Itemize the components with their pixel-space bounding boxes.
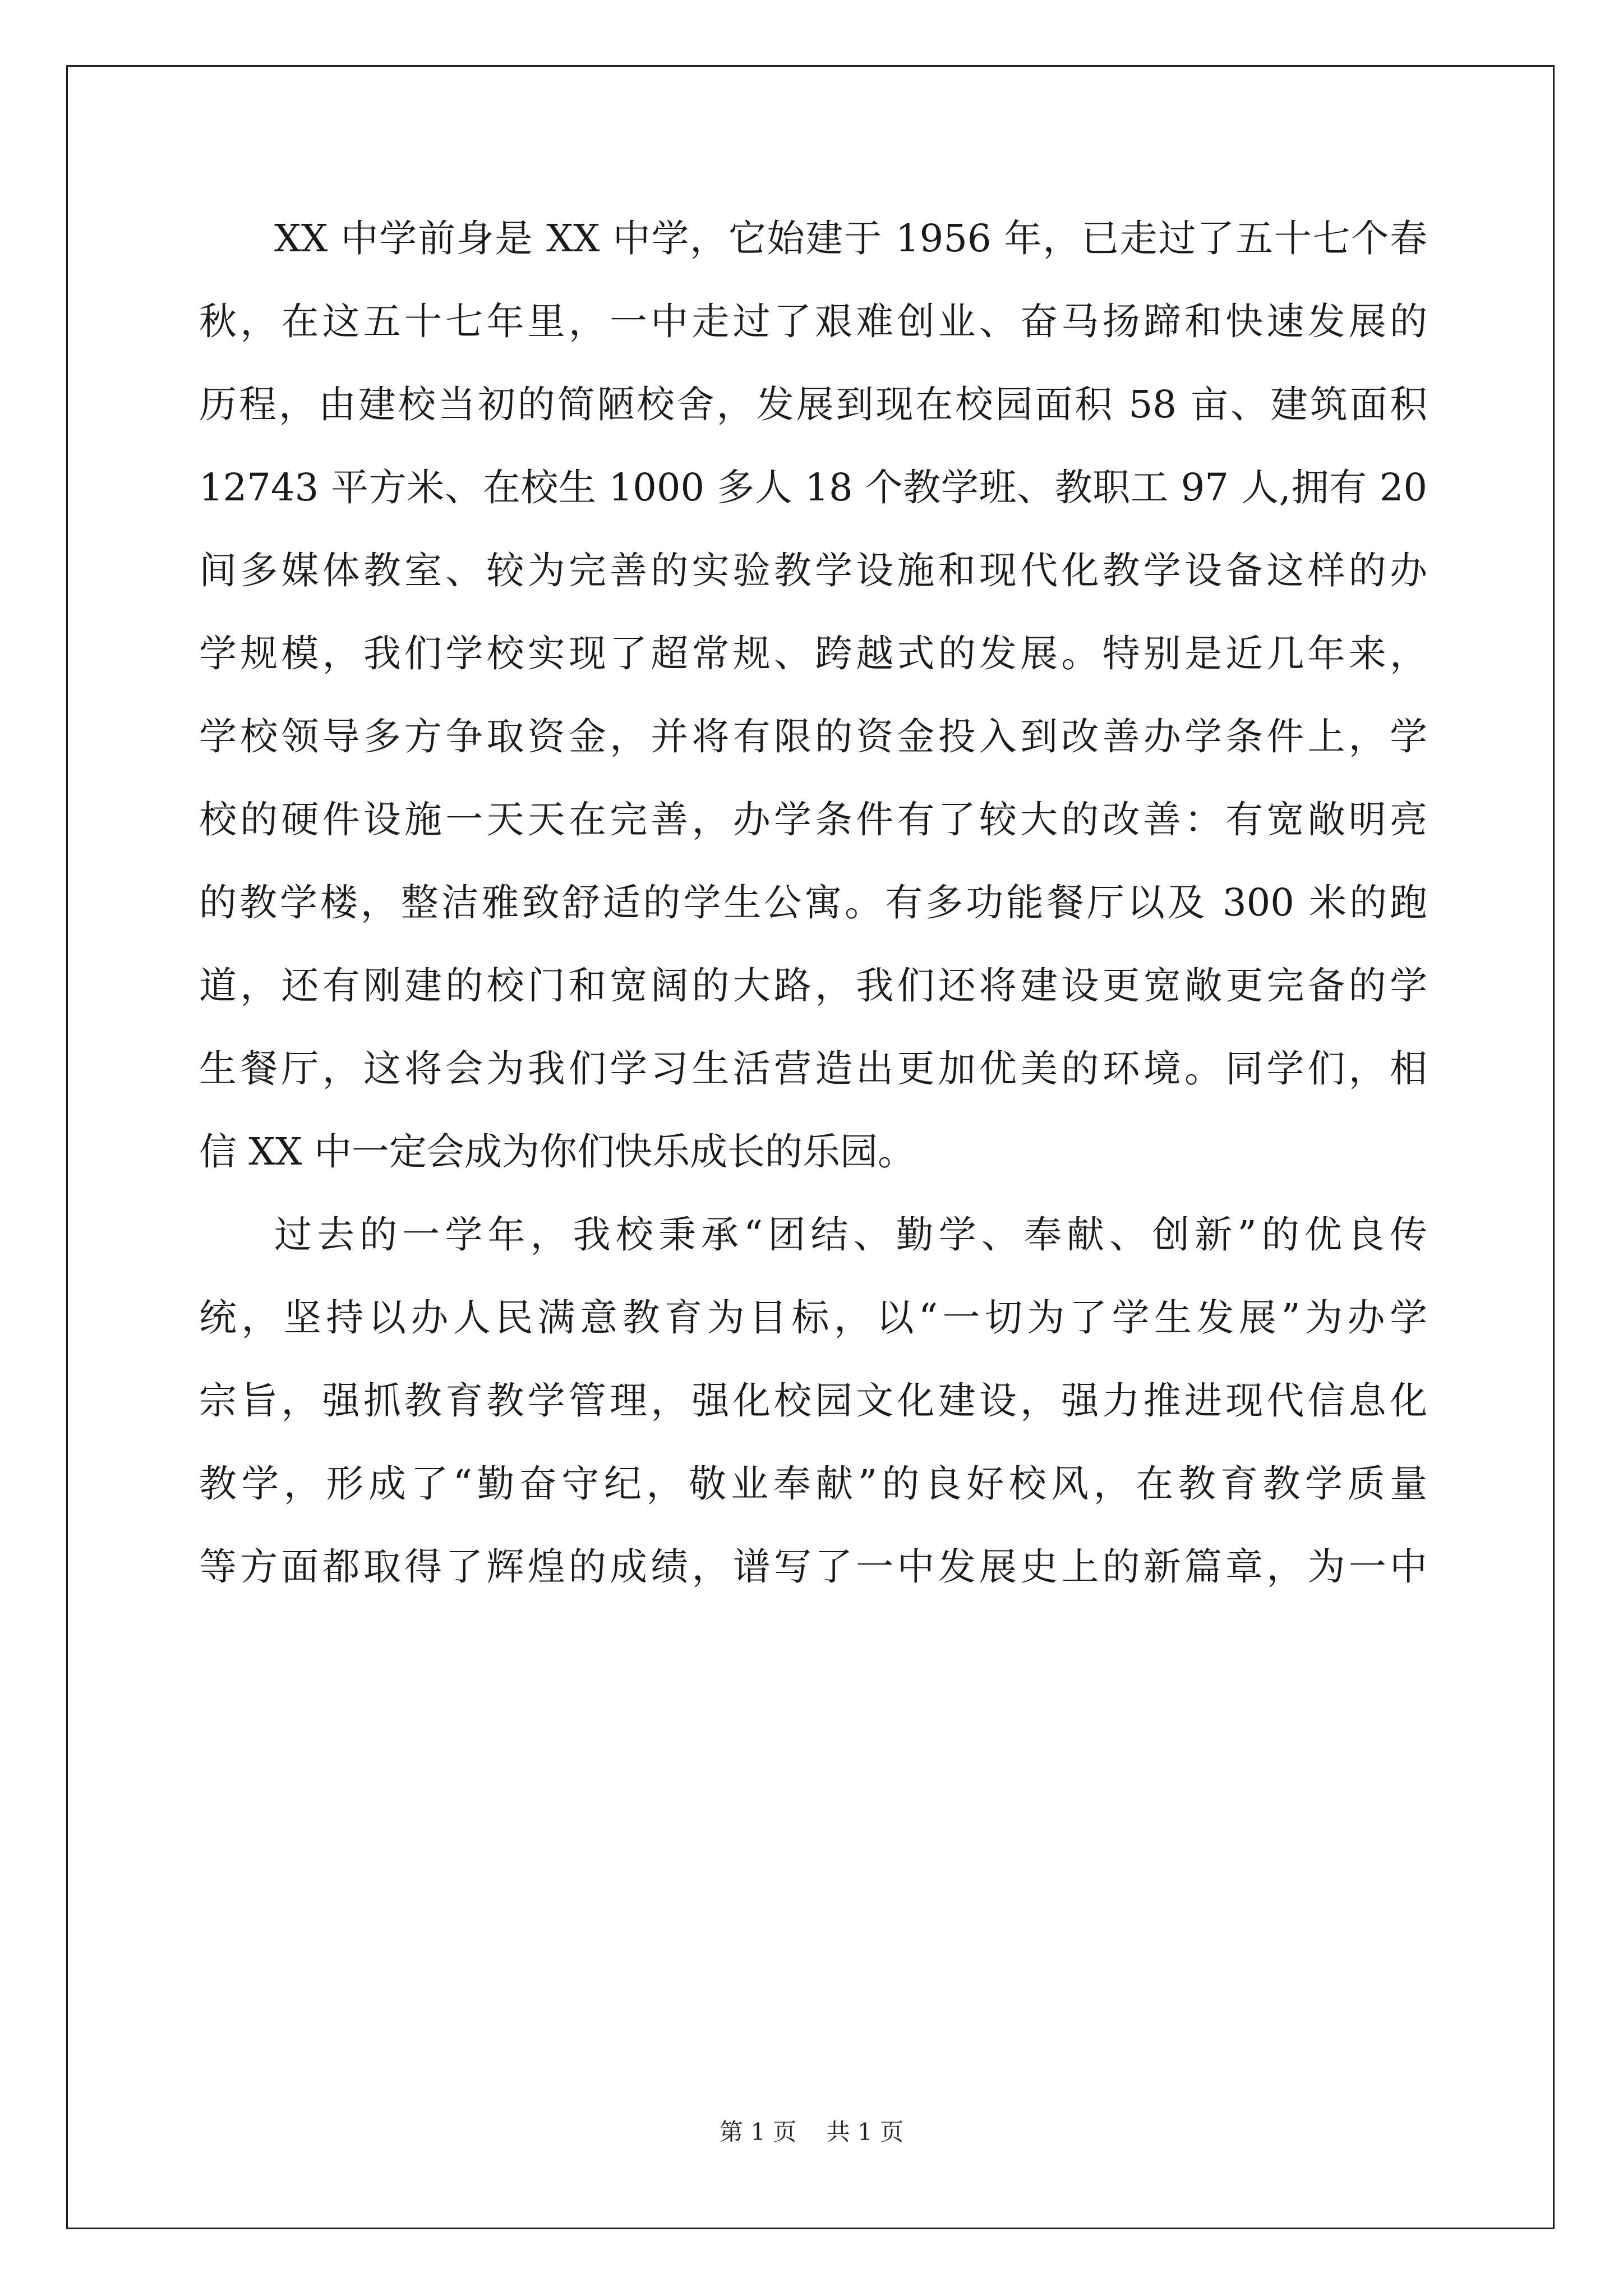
paragraph-1-line-2: 秋，在这五十七年里，一中走过了艰难创业、奋马扬蹄和快速发展的: [199, 300, 1427, 343]
paragraph-2-line-1: 过去的一学年，我校秉承“团结、勤学、奉献、创新”的优良传: [274, 1213, 1427, 1257]
paragraph-1-line-8: 校的硬件设施一天天在完善，办学条件有了较大的改善：有宽敞明亮: [199, 798, 1427, 841]
page-number-footer: 第 1 页 共 1 页: [719, 2118, 904, 2146]
paragraph-1-line-7: 学校领导多方争取资金，并将有限的资金投入到改善办学条件上，学: [199, 715, 1427, 758]
paragraph-1-line-3: 历程，由建校当初的简陋校舍，发展到现在校园面积 58 亩、建筑面积: [199, 383, 1427, 426]
paragraph-1-line-4: 12743 平方米、在校生 1000 多人 18 个教学班、教职工 97 人,拥有 20: [199, 466, 1427, 509]
paragraph-1-line-11: 生餐厅，这将会为我们学习生活营造出更加优美的环境。同学们，相: [199, 1047, 1427, 1091]
paragraph-1-line-5: 间多媒体教室、较为完善的实验教学设施和现代化教学设备这样的办: [199, 549, 1427, 592]
paragraph-1-line-10: 道，还有刚建的校门和宽阔的大路，我们还将建设更宽敞更完备的学: [199, 964, 1427, 1007]
paragraph-1-line-6: 学规模，我们学校实现了超常规、跨越式的发展。特别是近几年来，: [199, 632, 1427, 675]
paragraph-1-line-1: XX 中学前身是 XX 中学，它始建于 1956 年，已走过了五十七个春: [274, 217, 1427, 260]
paragraph-2-line-4: 教学，形成了“勤奋守纪，敬业奉献”的良好校风，在教育教学质量: [199, 1462, 1427, 1506]
paragraph-2-line-3: 宗旨，强抓教育教学管理，强化校园文化建设，强力推进现代信息化: [199, 1379, 1427, 1423]
paragraph-1-line-12: 信 XX 中一定会成为你们快乐成长的乐园。: [199, 1130, 915, 1174]
paragraph-1-line-9: 的教学楼，整洁雅致舒适的学生公寓。有多功能餐厅以及 300 米的跑: [199, 881, 1427, 924]
paragraph-2-line-5: 等方面都取得了辉煌的成绩，谱写了一中发展史上的新篇章，为一中: [199, 1545, 1427, 1589]
paragraph-2-line-2: 统，坚持以办人民满意教育为目标，以“一切为了学生发展”为办学: [199, 1296, 1427, 1340]
